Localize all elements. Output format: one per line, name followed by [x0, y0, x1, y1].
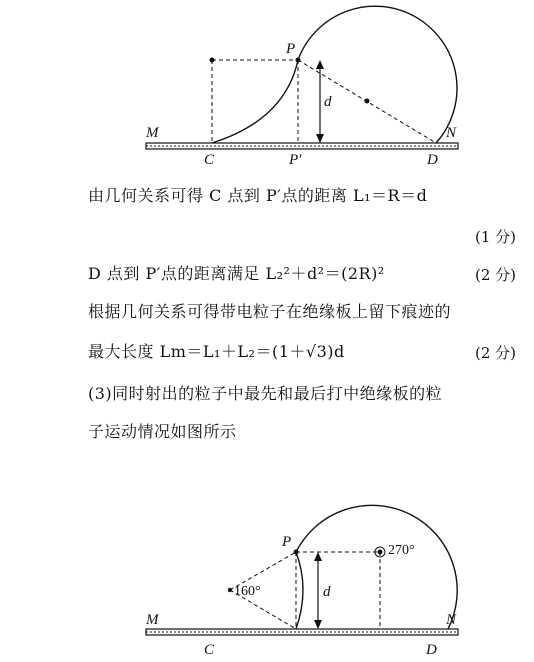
label-M: M [146, 125, 159, 141]
center-large-dot [365, 99, 370, 104]
center-small-dot [228, 588, 232, 592]
label-C: C [204, 152, 215, 168]
d-arrow-down [314, 620, 322, 629]
d-arrow-up [316, 60, 324, 69]
label-M: M [146, 612, 159, 628]
figure-1-svg [0, 0, 534, 178]
center-large-dot [378, 550, 383, 555]
label-N: N [446, 612, 457, 628]
trajectory-large-arc [296, 505, 457, 629]
text-line-1: 由几何关系可得 C 点到 P′点的距离 L₁＝R＝d [88, 186, 428, 205]
text-line-6: 子运动情况如图所示 [88, 422, 237, 441]
point-p-dot [296, 58, 301, 63]
center-small-dot [210, 58, 215, 63]
points-line-4: (2 分) [474, 344, 516, 362]
label-N: N [446, 125, 457, 141]
label-P: P [286, 41, 296, 57]
label-D: D [427, 152, 438, 168]
d-arrow-up [314, 552, 322, 561]
figure-2-svg [0, 474, 534, 662]
figure-1 [0, 0, 534, 178]
d-arrow-down [316, 134, 324, 143]
trajectory-large-arc [298, 6, 457, 143]
trajectory-small-arc [212, 60, 298, 143]
label-d: d [323, 584, 331, 600]
figure-2 [0, 474, 534, 662]
label-P-prime: P′ [289, 152, 302, 168]
text-line-4: 最大长度 Lm＝L₁＋L₂＝(1＋√3)d [88, 342, 345, 361]
label-C: C [204, 642, 215, 658]
points-line-1: (1 分) [474, 228, 516, 246]
angle-large-label: 270° [388, 543, 415, 558]
points-line-2: (2 分) [474, 266, 516, 284]
trajectory-small-arc [296, 552, 303, 629]
text-line-2: D 点到 P′点的距离满足 L₂²＋d²＝(2R)² [88, 264, 385, 283]
label-d: d [324, 94, 332, 110]
angle-small-label: 160° [234, 584, 261, 599]
label-D: D [426, 642, 437, 658]
text-line-3: 根据几何关系可得带电粒子在绝缘板上留下痕迹的 [88, 302, 452, 321]
text-line-5: (3)同时射出的粒子中最先和最后打中绝缘板的粒 [88, 384, 443, 403]
point-p-dot [294, 550, 299, 555]
label-P: P [282, 534, 292, 550]
